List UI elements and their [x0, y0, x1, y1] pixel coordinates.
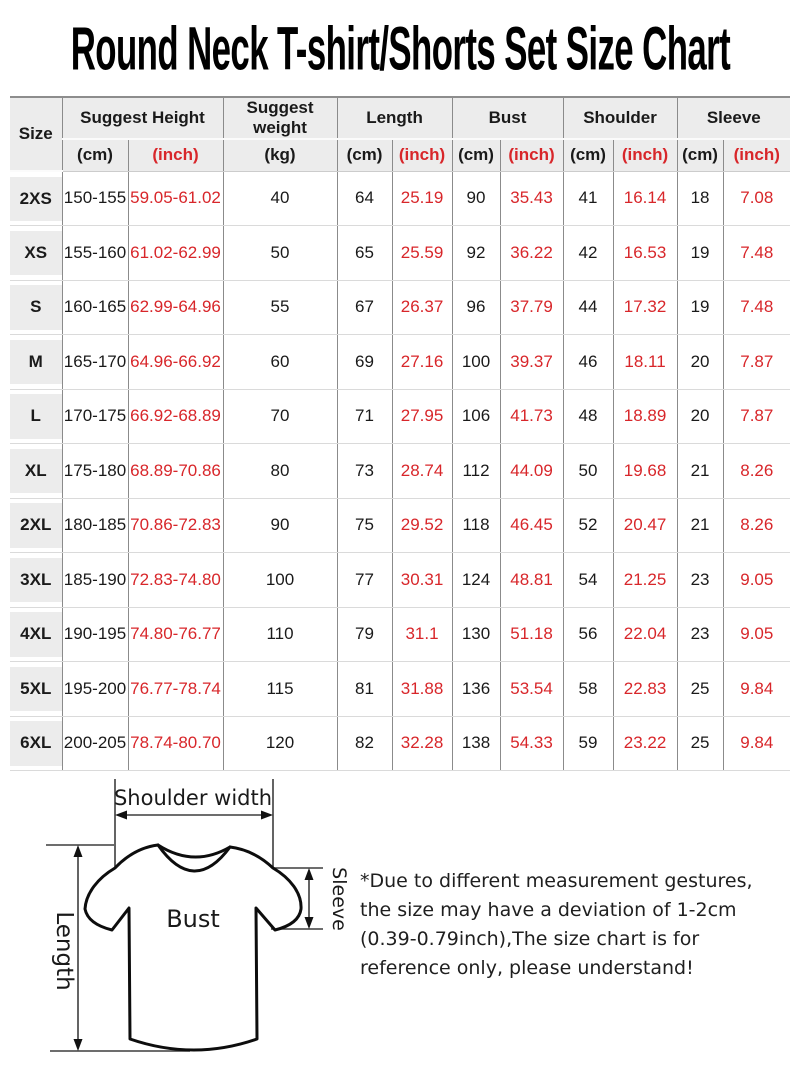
header-shoulder: Shoulder — [563, 97, 677, 139]
value-cell-shoulder_cm: 41 — [563, 171, 613, 226]
header-unit-row — [10, 139, 790, 171]
value-cell-bust_in: 46.45 — [500, 498, 563, 553]
header-suggest-height: Suggest Height — [62, 97, 223, 139]
unit-bust-inch: (inch) — [500, 139, 563, 171]
size-cell: 2XL — [10, 498, 62, 553]
value-cell-weight_kg: 90 — [223, 498, 337, 553]
value-cell-bust_cm: 90 — [452, 171, 500, 226]
unit-sleeve-cm: (cm) — [677, 139, 723, 171]
value-cell-shoulder_in: 22.83 — [613, 662, 677, 717]
value-cell-shoulder_in: 16.14 — [613, 171, 677, 226]
value-cell-height_in: 66.92-68.89 — [128, 389, 223, 444]
table-row — [10, 335, 790, 390]
measurement-section — [0, 771, 800, 1079]
value-cell-bust_in: 37.79 — [500, 280, 563, 335]
sleeve-label: Sleeve — [328, 867, 350, 931]
disclaimer-note — [360, 867, 792, 983]
value-cell-length_cm: 82 — [337, 716, 392, 771]
size-cell: 6XL — [10, 716, 62, 771]
value-cell-height_cm: 200-205 — [62, 716, 128, 771]
unit-length-cm: (cm) — [337, 139, 392, 171]
table-row — [10, 662, 790, 717]
length-label: Length — [51, 911, 77, 991]
value-cell-height_in: 64.96-66.92 — [128, 335, 223, 390]
value-cell-bust_in: 35.43 — [500, 171, 563, 226]
value-cell-length_in: 29.52 — [392, 498, 452, 553]
tshirt-outline — [85, 845, 301, 1050]
value-cell-length_cm: 69 — [337, 335, 392, 390]
value-cell-weight_kg: 115 — [223, 662, 337, 717]
value-cell-shoulder_cm: 48 — [563, 389, 613, 444]
value-cell-bust_in: 36.22 — [500, 226, 563, 281]
value-cell-length_cm: 73 — [337, 444, 392, 499]
value-cell-shoulder_cm: 52 — [563, 498, 613, 553]
header-group-row — [10, 97, 790, 139]
value-cell-sleeve_in: 8.26 — [723, 444, 790, 499]
value-cell-sleeve_in: 7.48 — [723, 226, 790, 281]
value-cell-weight_kg: 110 — [223, 607, 337, 662]
value-cell-sleeve_cm: 23 — [677, 553, 723, 608]
value-cell-sleeve_in: 8.26 — [723, 498, 790, 553]
value-cell-weight_kg: 70 — [223, 389, 337, 444]
value-cell-height_cm: 190-195 — [62, 607, 128, 662]
value-cell-length_cm: 65 — [337, 226, 392, 281]
value-cell-weight_kg: 120 — [223, 716, 337, 771]
table-row — [10, 171, 790, 226]
shoulder-width-label: Shoulder width — [113, 786, 273, 810]
value-cell-bust_cm: 100 — [452, 335, 500, 390]
value-cell-length_cm: 64 — [337, 171, 392, 226]
value-cell-sleeve_in: 9.84 — [723, 662, 790, 717]
header-length: Length — [337, 97, 452, 139]
unit-bust-cm: (cm) — [452, 139, 500, 171]
value-cell-sleeve_in: 7.48 — [723, 280, 790, 335]
value-cell-length_in: 32.28 — [392, 716, 452, 771]
value-cell-bust_in: 53.54 — [500, 662, 563, 717]
header-size: Size — [10, 97, 62, 171]
value-cell-bust_cm: 112 — [452, 444, 500, 499]
value-cell-sleeve_cm: 19 — [677, 280, 723, 335]
value-cell-bust_in: 51.18 — [500, 607, 563, 662]
header-suggest-weight: Suggest weight — [223, 97, 337, 139]
value-cell-bust_cm: 118 — [452, 498, 500, 553]
value-cell-weight_kg: 60 — [223, 335, 337, 390]
size-cell: L — [10, 389, 62, 444]
table-header — [10, 97, 790, 171]
size-cell: 5XL — [10, 662, 62, 717]
value-cell-sleeve_in: 9.05 — [723, 553, 790, 608]
value-cell-bust_cm: 96 — [452, 280, 500, 335]
value-cell-shoulder_cm: 50 — [563, 444, 613, 499]
value-cell-shoulder_cm: 56 — [563, 607, 613, 662]
unit-height-cm: (cm) — [62, 139, 128, 171]
value-cell-length_cm: 67 — [337, 280, 392, 335]
value-cell-shoulder_cm: 58 — [563, 662, 613, 717]
value-cell-length_cm: 79 — [337, 607, 392, 662]
value-cell-height_in: 62.99-64.96 — [128, 280, 223, 335]
page-title: Round Neck T-shirt/Shorts Set Size Chart — [70, 13, 730, 83]
value-cell-bust_cm: 136 — [452, 662, 500, 717]
value-cell-length_in: 25.19 — [392, 171, 452, 226]
size-table-body — [10, 171, 790, 771]
value-cell-height_cm: 180-185 — [62, 498, 128, 553]
note-line-1: *Due to different measurement gestures, — [360, 870, 753, 892]
table-row — [10, 444, 790, 499]
value-cell-sleeve_in: 7.87 — [723, 335, 790, 390]
value-cell-shoulder_in: 18.11 — [613, 335, 677, 390]
size-chart-table — [10, 96, 790, 771]
table-row — [10, 716, 790, 771]
table-row — [10, 280, 790, 335]
value-cell-length_in: 31.1 — [392, 607, 452, 662]
value-cell-weight_kg: 100 — [223, 553, 337, 608]
value-cell-bust_in: 48.81 — [500, 553, 563, 608]
value-cell-bust_cm: 106 — [452, 389, 500, 444]
value-cell-bust_in: 41.73 — [500, 389, 563, 444]
value-cell-shoulder_cm: 46 — [563, 335, 613, 390]
value-cell-length_in: 27.16 — [392, 335, 452, 390]
size-cell: XL — [10, 444, 62, 499]
value-cell-shoulder_cm: 59 — [563, 716, 613, 771]
value-cell-sleeve_cm: 20 — [677, 389, 723, 444]
value-cell-height_in: 76.77-78.74 — [128, 662, 223, 717]
value-cell-height_in: 72.83-74.80 — [128, 553, 223, 608]
size-cell: XS — [10, 226, 62, 281]
value-cell-length_in: 25.59 — [392, 226, 452, 281]
table-row — [10, 607, 790, 662]
value-cell-weight_kg: 55 — [223, 280, 337, 335]
value-cell-height_cm: 185-190 — [62, 553, 128, 608]
value-cell-height_cm: 165-170 — [62, 335, 128, 390]
value-cell-height_cm: 175-180 — [62, 444, 128, 499]
header-bust: Bust — [452, 97, 563, 139]
value-cell-sleeve_cm: 21 — [677, 444, 723, 499]
size-cell: 2XS — [10, 171, 62, 226]
size-cell: 3XL — [10, 553, 62, 608]
value-cell-shoulder_in: 18.89 — [613, 389, 677, 444]
value-cell-height_in: 74.80-76.77 — [128, 607, 223, 662]
unit-shoulder-inch: (inch) — [613, 139, 677, 171]
value-cell-sleeve_cm: 25 — [677, 662, 723, 717]
value-cell-bust_in: 54.33 — [500, 716, 563, 771]
value-cell-shoulder_in: 23.22 — [613, 716, 677, 771]
value-cell-weight_kg: 50 — [223, 226, 337, 281]
unit-shoulder-cm: (cm) — [563, 139, 613, 171]
page-title-wrap — [0, 0, 800, 96]
value-cell-height_in: 61.02-62.99 — [128, 226, 223, 281]
value-cell-length_in: 26.37 — [392, 280, 452, 335]
value-cell-length_in: 30.31 — [392, 553, 452, 608]
size-cell: 4XL — [10, 607, 62, 662]
value-cell-length_cm: 77 — [337, 553, 392, 608]
note-line-3: (0.39-0.79inch),The size chart is for — [360, 928, 700, 950]
value-cell-length_in: 28.74 — [392, 444, 452, 499]
value-cell-length_in: 31.88 — [392, 662, 452, 717]
unit-height-inch: (inch) — [128, 139, 223, 171]
value-cell-height_in: 59.05-61.02 — [128, 171, 223, 226]
unit-weight-kg: (kg) — [223, 139, 337, 171]
unit-length-inch: (inch) — [392, 139, 452, 171]
value-cell-height_cm: 170-175 — [62, 389, 128, 444]
value-cell-height_in: 70.86-72.83 — [128, 498, 223, 553]
unit-sleeve-inch: (inch) — [723, 139, 790, 171]
value-cell-sleeve_cm: 23 — [677, 607, 723, 662]
value-cell-bust_cm: 124 — [452, 553, 500, 608]
table-row — [10, 553, 790, 608]
value-cell-sleeve_in: 9.05 — [723, 607, 790, 662]
value-cell-sleeve_cm: 25 — [677, 716, 723, 771]
value-cell-shoulder_in: 21.25 — [613, 553, 677, 608]
value-cell-bust_cm: 92 — [452, 226, 500, 281]
value-cell-bust_in: 44.09 — [500, 444, 563, 499]
value-cell-height_cm: 160-165 — [62, 280, 128, 335]
value-cell-height_cm: 150-155 — [62, 171, 128, 226]
value-cell-bust_cm: 130 — [452, 607, 500, 662]
header-sleeve: Sleeve — [677, 97, 790, 139]
value-cell-bust_in: 39.37 — [500, 335, 563, 390]
value-cell-height_cm: 195-200 — [62, 662, 128, 717]
value-cell-shoulder_in: 19.68 — [613, 444, 677, 499]
value-cell-sleeve_cm: 18 — [677, 171, 723, 226]
value-cell-shoulder_cm: 44 — [563, 280, 613, 335]
value-cell-height_in: 68.89-70.86 — [128, 444, 223, 499]
note-line-4: reference only, please understand! — [360, 957, 694, 979]
value-cell-sleeve_in: 7.08 — [723, 171, 790, 226]
value-cell-sleeve_cm: 21 — [677, 498, 723, 553]
value-cell-shoulder_in: 22.04 — [613, 607, 677, 662]
value-cell-height_cm: 155-160 — [62, 226, 128, 281]
value-cell-weight_kg: 40 — [223, 171, 337, 226]
value-cell-shoulder_in: 17.32 — [613, 280, 677, 335]
table-row — [10, 498, 790, 553]
size-cell: M — [10, 335, 62, 390]
bust-label: Bust — [166, 905, 220, 933]
value-cell-bust_cm: 138 — [452, 716, 500, 771]
value-cell-shoulder_in: 20.47 — [613, 498, 677, 553]
value-cell-length_cm: 71 — [337, 389, 392, 444]
value-cell-sleeve_cm: 19 — [677, 226, 723, 281]
table-row — [10, 226, 790, 281]
value-cell-length_cm: 81 — [337, 662, 392, 717]
value-cell-length_cm: 75 — [337, 498, 392, 553]
value-cell-sleeve_in: 7.87 — [723, 389, 790, 444]
value-cell-shoulder_cm: 42 — [563, 226, 613, 281]
table-row — [10, 389, 790, 444]
note-line-2: the size may have a deviation of 1-2cm — [360, 899, 737, 921]
value-cell-weight_kg: 80 — [223, 444, 337, 499]
value-cell-sleeve_cm: 20 — [677, 335, 723, 390]
value-cell-shoulder_in: 16.53 — [613, 226, 677, 281]
value-cell-shoulder_cm: 54 — [563, 553, 613, 608]
size-cell: S — [10, 280, 62, 335]
value-cell-length_in: 27.95 — [392, 389, 452, 444]
value-cell-sleeve_in: 9.84 — [723, 716, 790, 771]
value-cell-height_in: 78.74-80.70 — [128, 716, 223, 771]
tshirt-measure-diagram — [0, 771, 360, 1079]
